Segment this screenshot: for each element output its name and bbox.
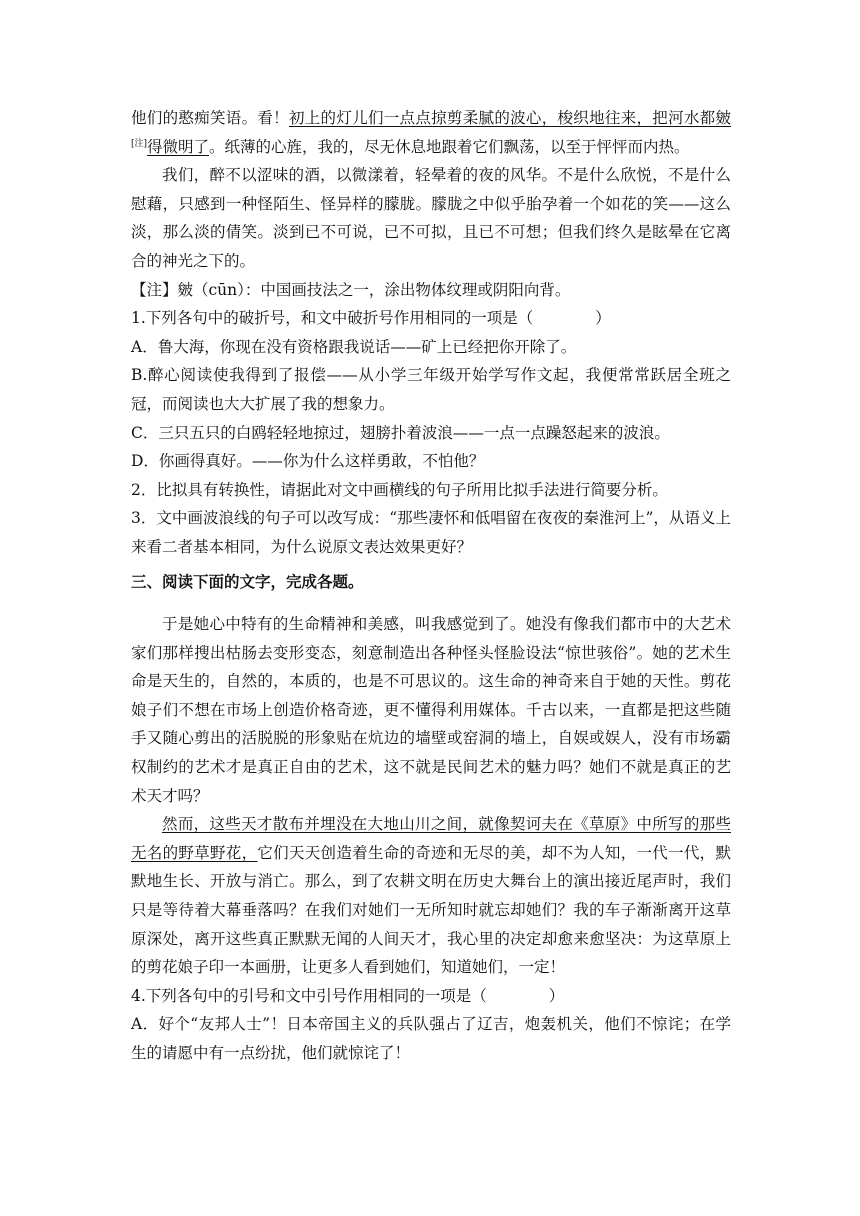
- question-1-text: 1.下列各句中的破折号，和文中破折号作用相同的一项是（: [131, 309, 534, 328]
- underlined-sentence-2: 然而，这些天才散布并埋没在大地山川之间，就像契诃夫在《草原》中所写的那些无名的野草野花，: [131, 815, 731, 862]
- passage1-text-rest: 。纸薄的心旌，我的，尽无休息地跟着它们飘荡，以至于怦怦而内热。: [209, 137, 690, 156]
- question-1-stem: [131, 304, 731, 333]
- underlined-sentence: 初上的灯儿们一点点掠剪柔腻的波心，梭织地往来，把河水都皴: [288, 109, 731, 127]
- passage2-text-rest: 它们天天创造着生命的奇迹和无尽的美，却不为人知，一代一代，默默地生长、开放与消亡。那么，到了农耕文明在历史大舞台上的演出接近尾声时，我们只是等待着大幕垂落吗？在我们对她们一无所知时就忘却她们？我的车子渐渐离开这草原深处，离开这些真正默默无闻的人间天才，我心里的决定却愈来愈坚决：为这草原上的剪花娘子印一本画册，让更多人看到她们，知道她们，一定！: [131, 843, 731, 977]
- question-3: 3．文中画波浪线的句子可以改写成：“那些凄怀和低唱留在夜夜的秦淮河上”，从语义上来看二者基本相同，为什么说原文表达效果更好？: [131, 509, 731, 556]
- question-1-close: ）: [595, 309, 611, 328]
- page-content: [131, 104, 731, 1068]
- passage1-paragraph1: [131, 104, 731, 161]
- annotation-note: 【注】皴（cūn）：中国画技法之一，涂出物体纹理或阴阳向背。: [131, 280, 571, 299]
- question-4-text: 4.下列各句中的引号和文中引号作用相同的一项是（: [131, 986, 487, 1005]
- question-4-stem: [131, 982, 731, 1011]
- passage1-text: 他们的憨痴笑语。看！: [131, 109, 289, 127]
- annotation-marker: [注]: [131, 138, 148, 149]
- section-heading: 三、阅读下面的文字，完成各题。: [131, 572, 364, 591]
- passage2-paragraph2: [131, 810, 731, 982]
- question-1-option-a: A．鲁大海，你现在没有资格跟我说话——矿上已经把你开除了。: [131, 337, 577, 356]
- question-1-option-c: C．三只五只的白鸥轻轻地掠过，翅膀扑着波浪——一点一点躁怒起来的波浪。: [131, 423, 670, 442]
- question-4-close: ）: [548, 986, 565, 1005]
- question-1-option-d: D．你画得真好。——你为什么这样勇敢，不怕他？: [131, 452, 485, 471]
- passage1-paragraph2: 我们，醉不以涩味的酒，以微漾着，轻晕着的夜的风华。不是什么欣悦，不是什么慰藉，只感到一种怪陌生、怪异样的朦胧。朦胧之中似乎胎孕着一个如花的笑——这么淡，那么淡的倩笑。淡到已不可说，已不可拟，且已不可想；但我们终久是眩晕在它离合的神光之下的。: [131, 166, 731, 270]
- question-1-option-b: B.醉心阅读使我得到了报偿——从小学三年级开始学写作文起，我便常常跃居全班之冠，而阅读也大大扩展了我的想象力。: [131, 366, 731, 413]
- question-2: 2．比拟具有转换性，请据此对文中画横线的句子所用比拟手法进行简要分析。: [131, 480, 668, 499]
- question-4-option-a: A．好个“友邦人士”！日本帝国主义的兵队强占了辽吉，炮轰机关，他们不惊诧；在学生的请愿中有一点纷扰，他们就惊诧了！: [131, 1015, 731, 1062]
- passage2-paragraph1: 于是她心中特有的生命精神和美感，叫我感觉到了。她没有像我们都市中的大艺术家们那样搜出枯肠去变形变态，刻意制造出各种怪头怪脸设法“惊世骇俗”。她的艺术生命是天生的，自然的，本质的，也是不可思议的。这生命的神奇来自于她的天性。剪花娘子们不想在市场上创造价格奇迹，更不懂得利用媒体。千古以来，一直都是把这些随手又随心剪出的活脱脱的形象贴在炕边的墙壁或窑洞的墙上，自娱或娱人，没有市场霸权制约的艺术才是真正自由的艺术，这不就是民间艺术的魅力吗？她们不就是真正的艺术天才吗？: [131, 615, 731, 805]
- underlined-sentence-end: 得微明了: [147, 137, 210, 156]
